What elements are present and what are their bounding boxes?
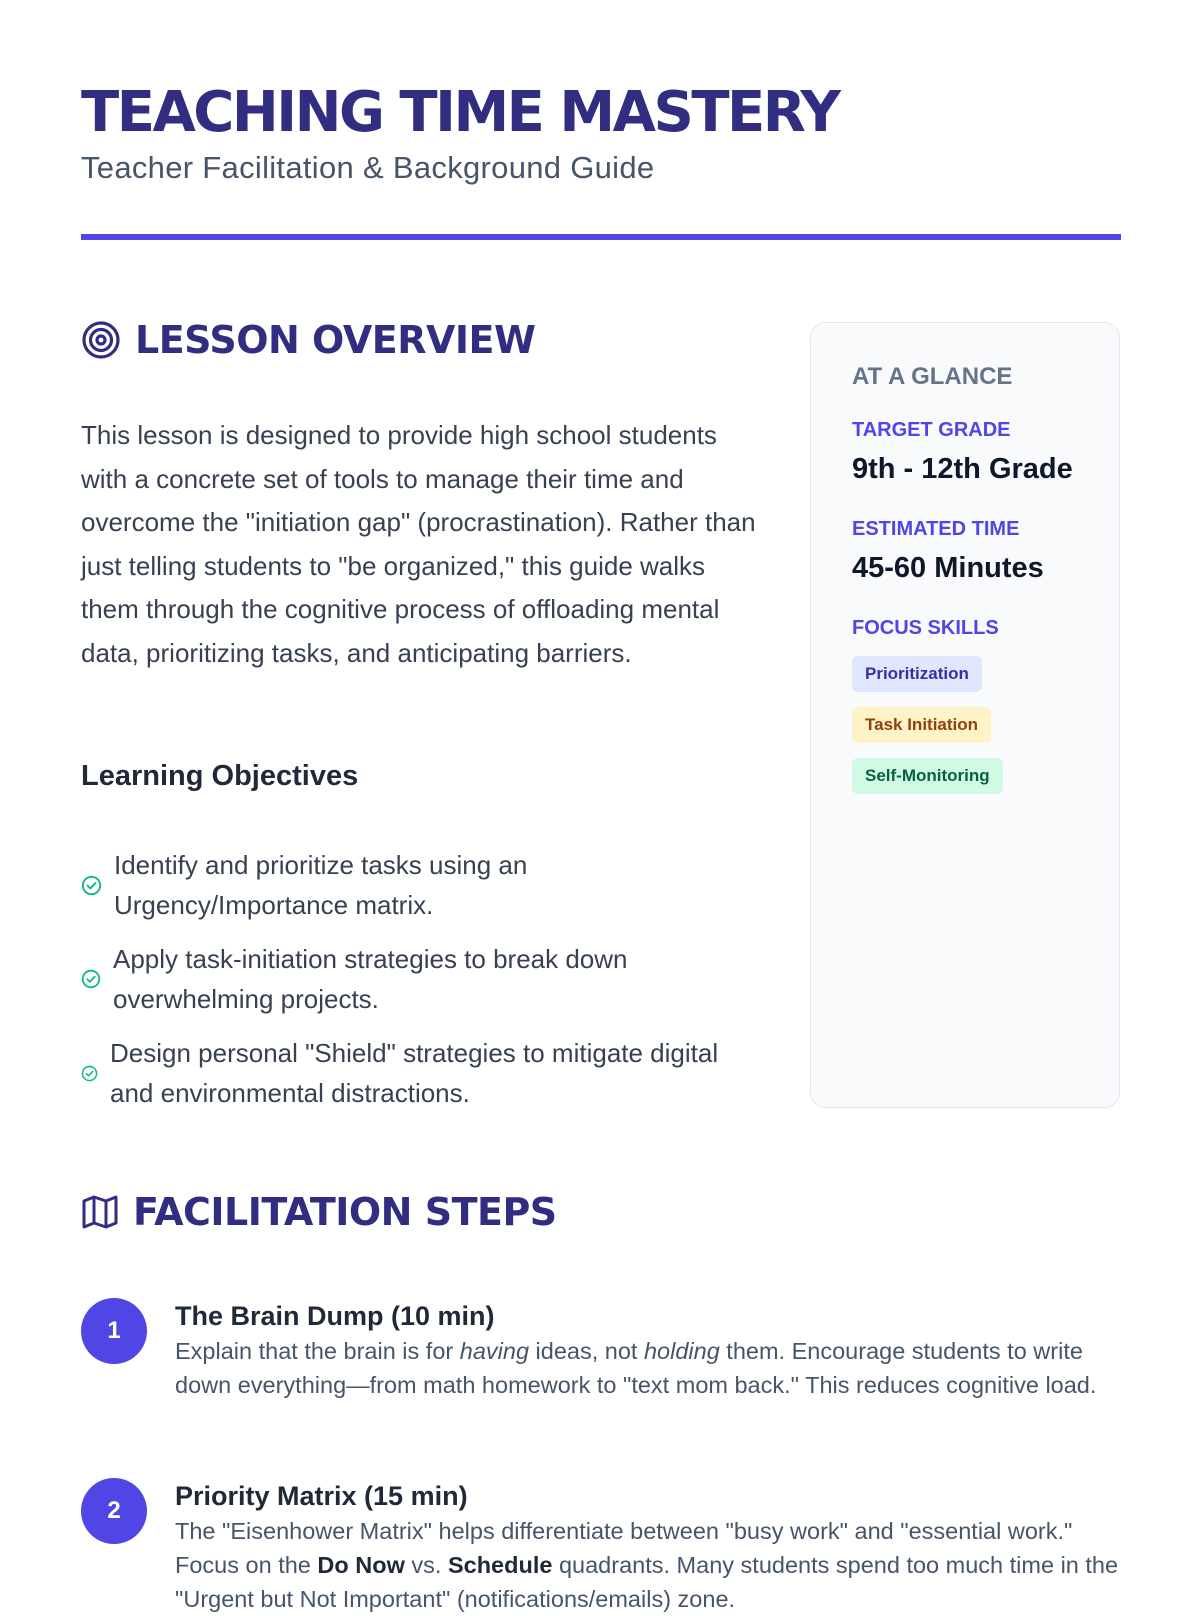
- objective-item: [81, 939, 761, 1019]
- target-grade-value: 9th - 12th Grade: [852, 453, 1073, 485]
- step-description: The "Eisenhower Matrix" helps differentiate between "busy work" and "essential work." Focus on the Do Now vs. Schedule quadrants. Many students spend too much time in the "Urgent but Not Important" (notifications/emails) zone.: [175, 1518, 1119, 1612]
- step-body: [175, 1478, 1121, 1616]
- learning-objectives-heading: Learning Objectives: [81, 760, 359, 792]
- check-circle-icon: [81, 1065, 98, 1082]
- step-title: The Brain Dump (10 min): [175, 1301, 495, 1331]
- step-description: Explain that the brain is for having ideas, not holding them. Encourage students to write down everything—from math homework to "text mom back." This reduces cognitive load.: [175, 1338, 1097, 1398]
- objective-item: [81, 845, 761, 925]
- lesson-overview-title: LESSON OVERVIEW: [135, 318, 536, 362]
- page-subtitle: Teacher Facilitation & Background Guide: [81, 150, 655, 185]
- target-grade-label: TARGET GRADE: [852, 419, 1011, 441]
- at-a-glance-card: [810, 322, 1120, 1108]
- target-icon: [81, 320, 121, 360]
- objective-text: Identify and prioritize tasks using an Urgency/Importance matrix.: [114, 850, 528, 920]
- step-number-badge: 1: [81, 1298, 147, 1364]
- skill-tag-self-monitoring: Self-Monitoring: [852, 758, 1003, 794]
- lesson-overview-heading: [81, 318, 535, 362]
- header-divider: [81, 234, 1121, 240]
- objective-text: Apply task-initiation strategies to break down overwhelming projects.: [113, 944, 628, 1014]
- objective-item: [81, 1033, 761, 1113]
- at-a-glance-heading: AT A GLANCE: [852, 363, 1013, 390]
- objectives-list: [81, 845, 761, 1127]
- skill-tag-task-initiation: Task Initiation: [852, 707, 991, 743]
- step-body: [175, 1298, 1121, 1402]
- estimated-time-label: ESTIMATED TIME: [852, 518, 1020, 540]
- estimated-time-value: 45-60 Minutes: [852, 552, 1044, 584]
- check-circle-icon: [81, 969, 101, 989]
- skill-tag-prioritization: Prioritization: [852, 656, 982, 692]
- page-title: TEACHING TIME MASTERY: [81, 80, 839, 145]
- overview-paragraph: This lesson is designed to provide high school students with a concrete set of tools to manage their time and overcome the "initiation gap" (procrastination). Rather than just telling students to "be organized," this guide walks them through the cognitive process of offloading mental data, prioritizing tasks, and anticipating barriers.: [81, 420, 756, 668]
- map-icon: [81, 1193, 119, 1231]
- facilitation-steps-heading: [81, 1190, 557, 1234]
- objective-text: Design personal "Shield" strategies to mitigate digital and environmental distractions.: [110, 1038, 719, 1108]
- focus-skills-tags: [852, 656, 1089, 794]
- check-circle-icon: [81, 875, 102, 896]
- step-number-badge: 2: [81, 1478, 147, 1544]
- focus-skills-label: FOCUS SKILLS: [852, 617, 999, 639]
- facilitation-steps-title: FACILITATION STEPS: [133, 1190, 557, 1234]
- step-title: Priority Matrix (15 min): [175, 1481, 468, 1511]
